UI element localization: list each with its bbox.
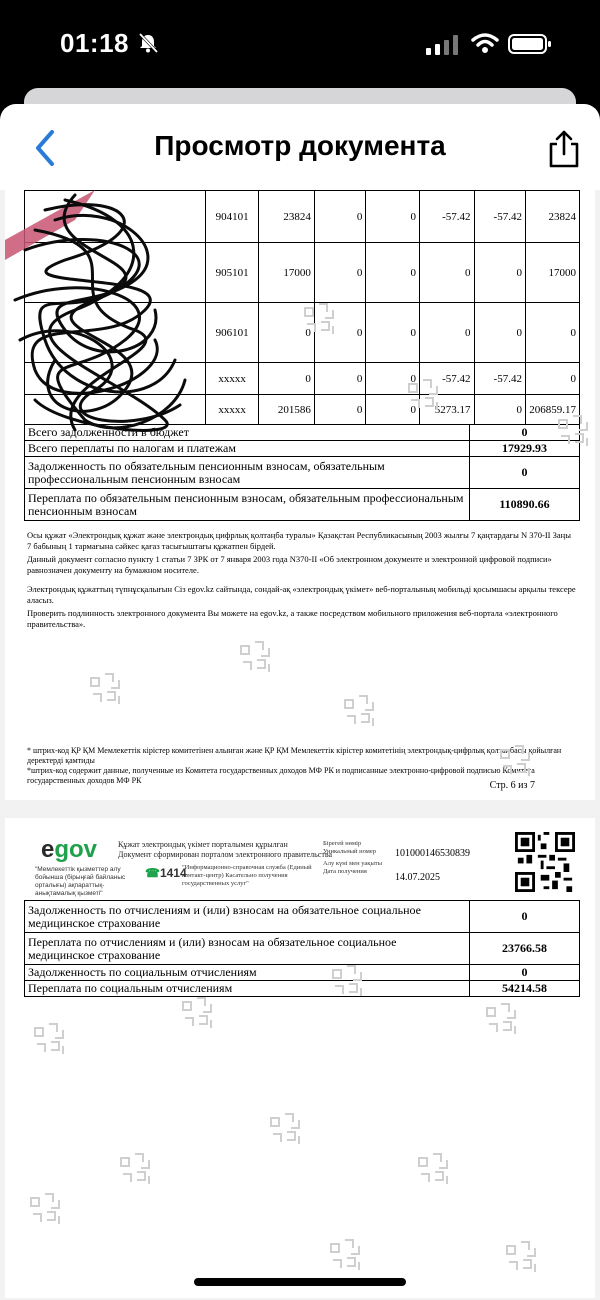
table-cell: xxxxx [205, 363, 259, 395]
table-row [25, 191, 580, 243]
label-number-kz: Бірегей нөмір [323, 840, 362, 847]
table-row [25, 965, 580, 981]
table-cell: 0 [474, 303, 525, 363]
table-cell: 0 [419, 303, 474, 363]
document-number: 101000146530839 [395, 848, 470, 859]
page-title: Просмотр документа [154, 130, 446, 161]
table-cell: 0 [525, 303, 579, 363]
table-cell: 0 [314, 191, 366, 243]
row-value: 0 [470, 901, 580, 933]
table-cell: 0 [366, 243, 420, 303]
table-row [25, 363, 580, 395]
watermark-icon [403, 374, 445, 416]
watermark-icon [327, 960, 369, 1002]
social-table [24, 900, 580, 997]
portal-caption-kz: Құжат электрондық үкімет порталымен құрылған [118, 840, 288, 849]
redacted-cell [25, 395, 206, 425]
legal-text-kz-2: Электрондық құжаттың түпнұсқалығын Сіз egov.kz сайтында, сондай-ақ «электрондық үкімет» веб-порталының мобильді қосымшасы арқылы тексере аласыз. [27, 584, 576, 605]
table-cell: 0 [314, 395, 366, 425]
row-value: 0 [470, 965, 580, 981]
table-cell: 0 [366, 303, 420, 363]
logo-gov: gov [54, 836, 98, 863]
legal-text-ru-2: Проверить подлинность электронного документа Вы можете на egov.kz, а также посредством мобильного приложения веб-портала «электронного правительства». [27, 608, 558, 629]
row-label: Задолженность по социальным отчислениям [25, 965, 470, 981]
table-cell: -57.42 [419, 363, 474, 395]
table-cell: -57.42 [419, 191, 474, 243]
table-cell: 0 [314, 303, 366, 363]
phone-description: "Информационно-справочная служба (Единый контакт-центр) Касательно получения государственных услуг" [182, 864, 312, 887]
total-value: 17929.93 [470, 441, 580, 457]
table-row [25, 425, 580, 441]
table-cell: 23824 [259, 191, 314, 243]
watermark-icon [553, 410, 595, 452]
watermark-icon [235, 636, 277, 678]
document-date: 14.07.2025 [395, 872, 440, 883]
table-cell: 0 [366, 191, 420, 243]
qr-code-icon [515, 832, 575, 892]
watermark-icon [265, 1108, 307, 1150]
table-cell: 904101 [205, 191, 259, 243]
watermark-icon [85, 668, 127, 710]
watermark-icon [25, 1188, 67, 1230]
document-area[interactable] [0, 190, 600, 1300]
footnote-ru: *штрих-код содержит данные, полученные из Комитета государственных доходов МФ РК и подписанные электронно-цифровой подписью Комитета государственных доходов МФ РК [27, 766, 535, 785]
watermark-icon [299, 298, 341, 340]
table-cell: 0 [474, 243, 525, 303]
battery-icon [508, 33, 552, 55]
watermark-icon [413, 1148, 455, 1190]
table-cell: 206859.17 [525, 395, 579, 425]
watermark-icon [339, 690, 381, 732]
egov-service-caption: "Мемлекеттік қызметтер алу бойынша (бірыңғай байланыс орталығы) ақпараттық-анықтамалық қызметі" [35, 866, 126, 897]
total-label: Переплата по обязательным пенсионным взносам, обязательным профессиональным пенсионным взносам [25, 489, 470, 521]
bell-slash-icon [137, 32, 159, 54]
table-cell: 0 [259, 303, 314, 363]
table-cell: 23824 [525, 191, 579, 243]
total-value: 110890.66 [470, 489, 580, 521]
label-date-kz: Алу күні мен уақыты [323, 860, 383, 867]
table-cell: 0 [366, 363, 420, 395]
egov-logo [41, 836, 97, 864]
watermark-icon [177, 992, 219, 1034]
redacted-cell [25, 243, 206, 303]
redacted-cell [25, 303, 206, 363]
table-row [25, 441, 580, 457]
table-row [25, 489, 580, 521]
legal-text-kz-1: Осы құжат «Электрондық құжат және электрондық цифрлық қолтаңба туралы» Қазақстан Республикасының 2003 жылғы 7 қаңтардағы N 370-II Заңы 7 бабының 1 тармағына сәйкес қағаз тасығыштағы құжатпен бірдей. [27, 530, 571, 551]
row-value: 54214.58 [470, 981, 580, 997]
signal-icon [426, 35, 460, 55]
table-cell: 17000 [259, 243, 314, 303]
total-value: 0 [470, 425, 580, 441]
total-label: Задолженность по обязательным пенсионным взносам, обязательным профессиональным пенсионным взносам [25, 457, 470, 489]
watermark-icon [115, 1148, 157, 1190]
watermark-icon [501, 1236, 543, 1278]
watermark-icon [481, 998, 523, 1040]
table-cell: 0 [525, 363, 579, 395]
document-page-6 [5, 190, 595, 800]
redacted-cell [25, 363, 206, 395]
label-date-ru: Дата получения [323, 868, 367, 875]
table-cell: 0 [314, 363, 366, 395]
total-label: Всего переплаты по налогам и платежам [25, 441, 470, 457]
table-cell: 0 [259, 363, 314, 395]
table-cell: 905101 [205, 243, 259, 303]
total-value: 0 [470, 457, 580, 489]
table-row [25, 457, 580, 489]
totals-table [24, 424, 580, 521]
label-number-ru: Уникальный номер [323, 848, 376, 855]
total-label: Всего задолженности в бюджет [25, 425, 470, 441]
phone-number: ☎1414 [145, 866, 187, 880]
status-bar [0, 0, 600, 90]
portal-caption-ru: Документ сформирован порталом электронного правительства [118, 850, 333, 859]
table-row [25, 933, 580, 965]
row-label: Переплата по отчислениям и (или) взносам на обязательное социальное медицинское страхование [25, 933, 470, 965]
table-cell: 0 [474, 395, 525, 425]
redacted-cell [25, 191, 206, 243]
table-row [25, 395, 580, 425]
navigation-bar [0, 104, 600, 190]
table-cell: 0 [419, 243, 474, 303]
watermark-icon [325, 1234, 367, 1276]
share-icon[interactable] [546, 128, 582, 170]
table-row [25, 981, 580, 997]
legal-text-ru-1: Данный документ согласно пункту 1 статьи 7 ЗРК от 7 января 2003 года N370-II «Об электронном документе и электронной цифровой подписи» равнозначен документу на бумажном носителе. [27, 554, 552, 575]
table-cell: 17000 [525, 243, 579, 303]
table-cell: 906101 [205, 303, 259, 363]
table-cell: 201586 [259, 395, 314, 425]
table-cell: 0 [366, 395, 420, 425]
table-cell: -57.42 [474, 191, 525, 243]
table-row [25, 243, 580, 303]
row-label: Переплата по социальным отчислениям [25, 981, 470, 997]
wifi-icon [471, 32, 499, 54]
row-label: Задолженность по отчислениям и (или) взносам на обязательное социальное медицинское страхование [25, 901, 470, 933]
table-cell: xxxxx [205, 395, 259, 425]
portal-caption [118, 840, 332, 860]
meta-labels [323, 840, 382, 876]
home-indicator[interactable] [194, 1278, 406, 1286]
table-cell: -57.42 [474, 363, 525, 395]
document-page-7 [5, 818, 595, 1298]
table-row [25, 901, 580, 933]
watermark-icon [495, 740, 537, 782]
phone-number-text: 1414 [159, 866, 187, 880]
page-number: Стр. 6 из 7 [489, 780, 535, 791]
footnote-kz: * штрих-код ҚР ҚМ Мемлекеттік кірістер комитетінен алынған және ҚР ҚМ Мемлекеттік кірістер комитетінің электрондық-цифрлық қолтаңбасы қойылған деректерді қамтиды [27, 746, 562, 765]
logo-letter-e: e [41, 836, 55, 863]
status-time: 01:18 [60, 28, 129, 58]
row-value: 23766.58 [470, 933, 580, 965]
document-viewer-sheet [0, 104, 600, 1300]
table-cell: 0 [314, 243, 366, 303]
watermark-icon [29, 1018, 71, 1060]
table-cell: 5273.17 [419, 395, 474, 425]
